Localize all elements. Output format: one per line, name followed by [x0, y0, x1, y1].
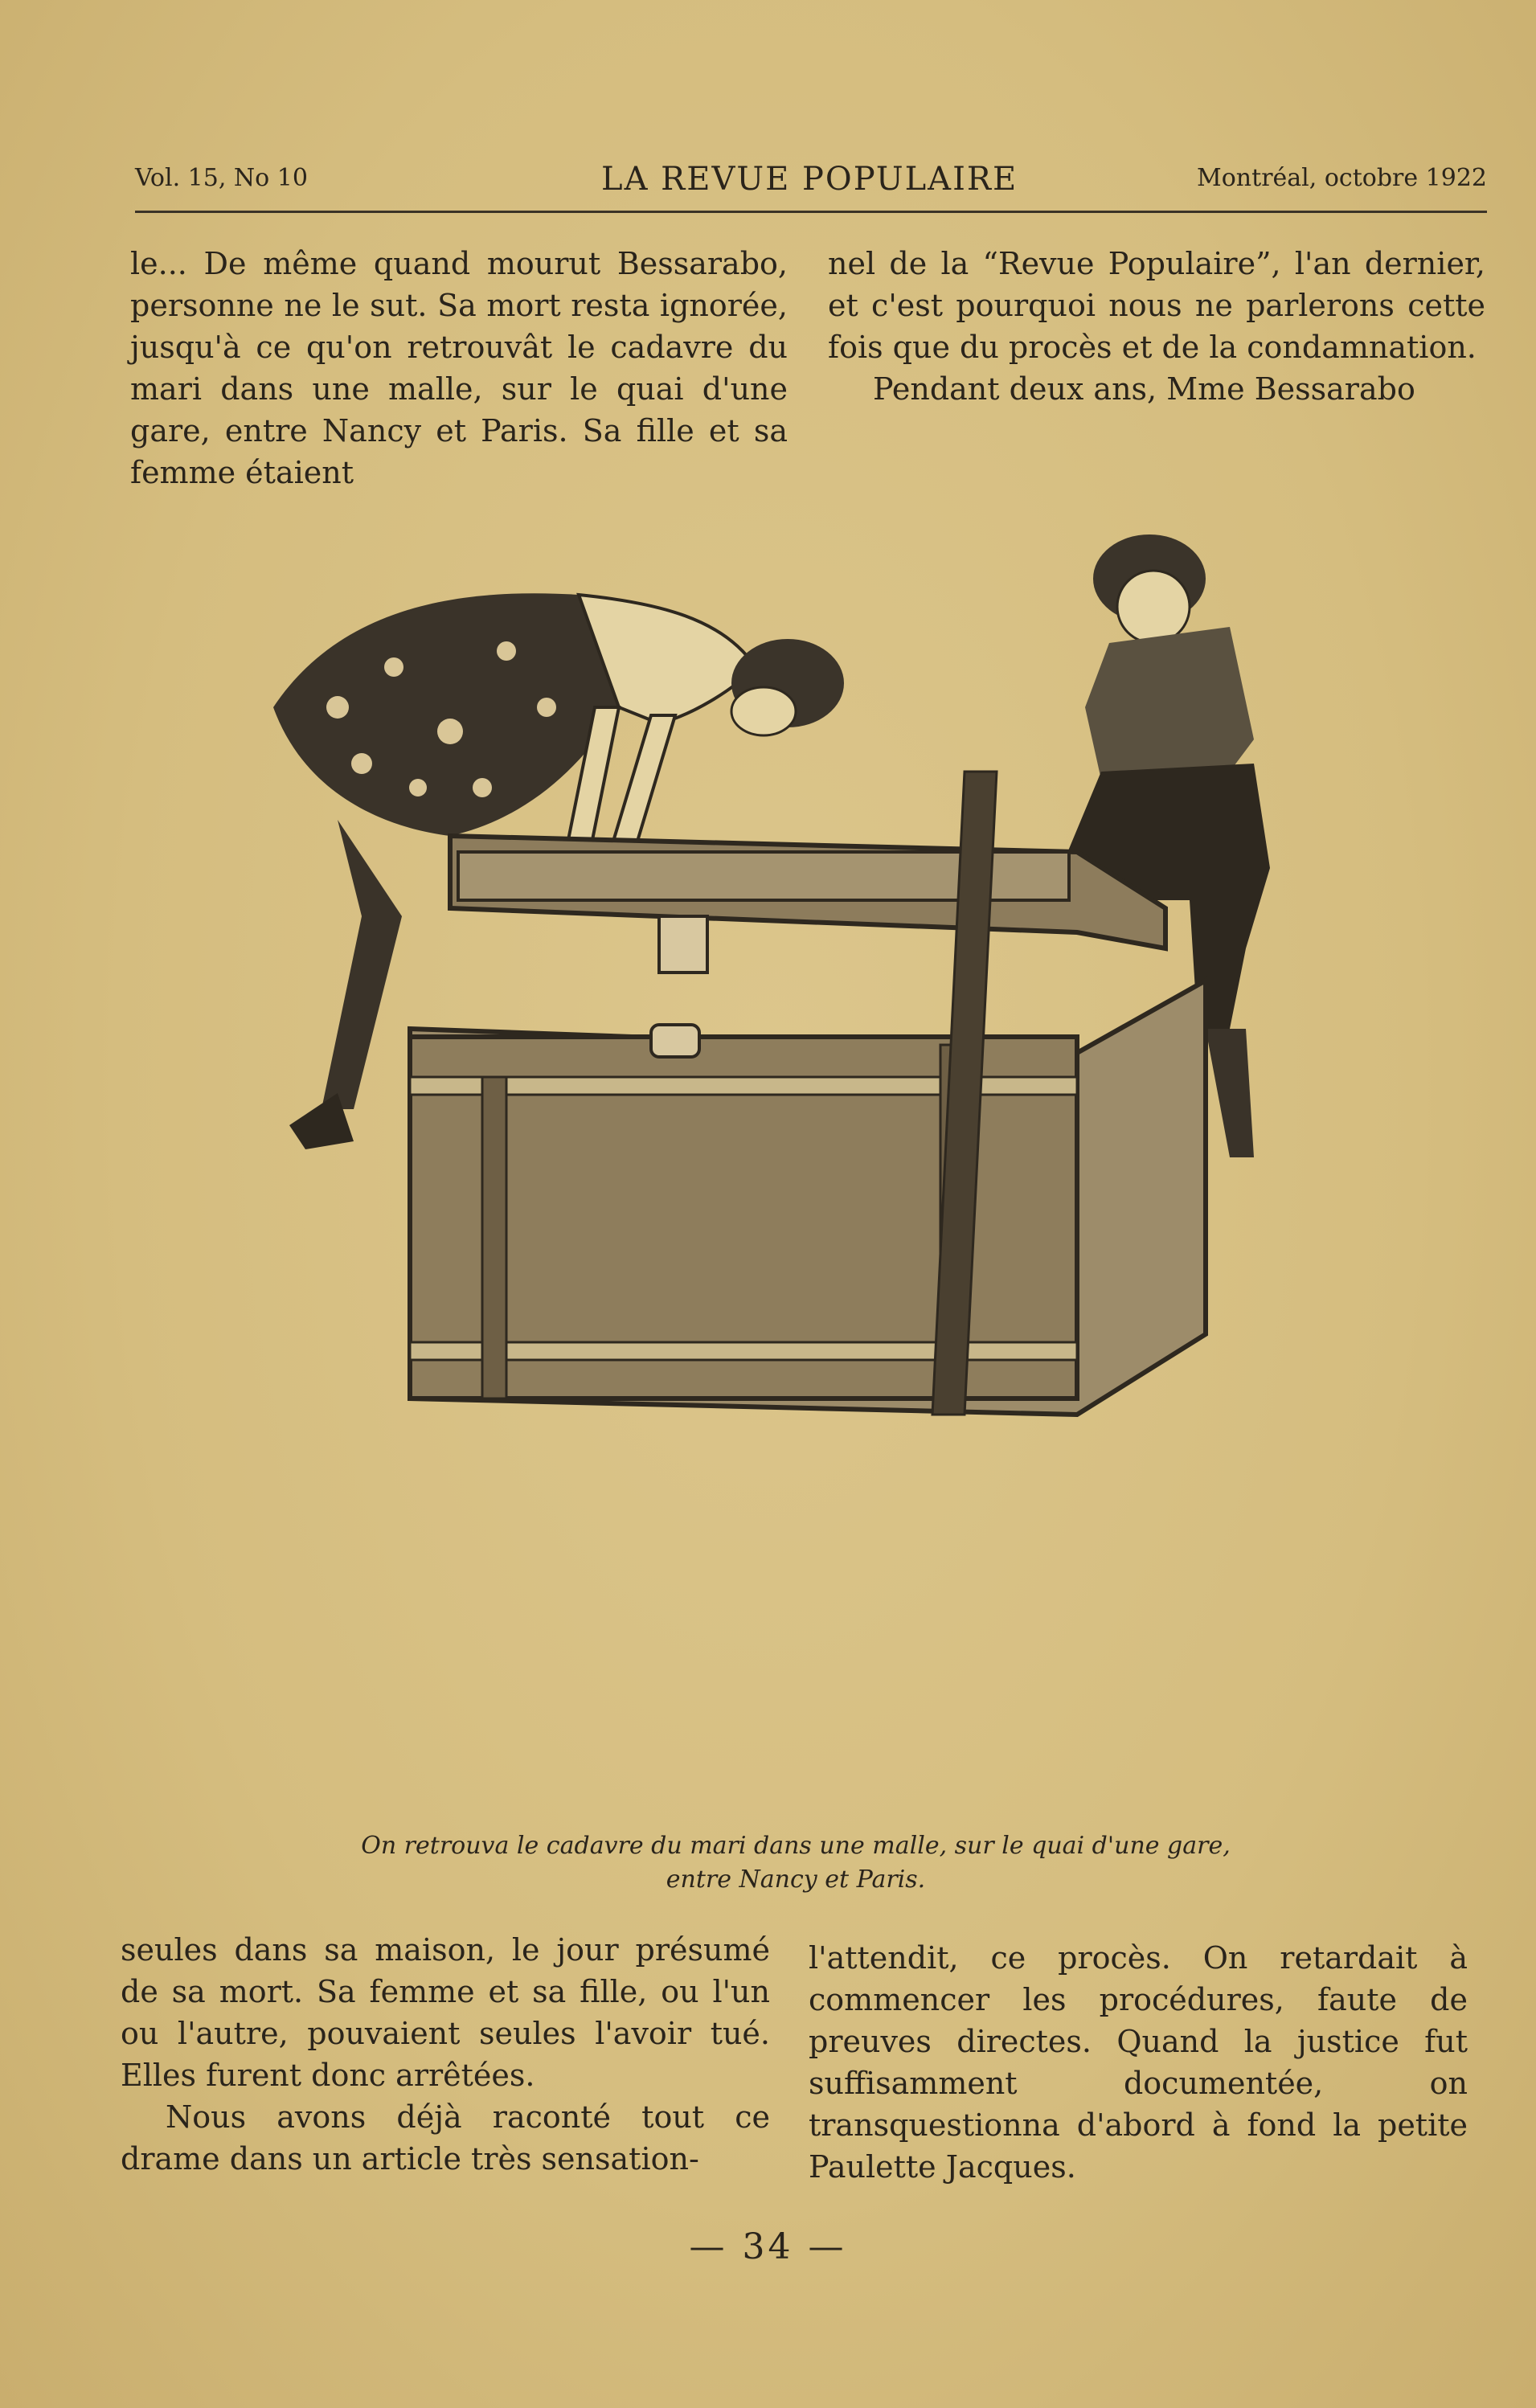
volume-number: Vol. 15, No 10	[135, 164, 308, 192]
page-number: — 34 —	[689, 2226, 847, 2267]
paragraph: l'attendit, ce procès. On retardait à commencer les procédures, faute de preuves directes. Quand la justice fut suffisamment documentée, on transquestionna d'abord à fond la petite Paulette Jacques.	[809, 1940, 1468, 2185]
top-right-column	[828, 243, 1485, 410]
place-date: Montréal, octobre 1922	[1197, 164, 1487, 192]
paragraph: le... De même quand mourut Bessarabo, personne ne le sut. Sa mort resta ignorée, jusqu'à ce qu'on retrouvât le cadavre du mari dans une malle, sur le quai d'une gare, entre Nancy et Paris. Sa fille et sa femme étaient	[130, 246, 788, 490]
magazine-title: LA REVUE POPULAIRE	[601, 161, 1018, 198]
illustration-caption: On retrouva le cadavre du mari dans une malle, sur le quai d'une gare, entre Nancy et Paris.	[361, 1832, 1231, 1894]
paragraph: Pendant deux ans, Mme Bessarabo	[873, 371, 1415, 407]
top-left-column	[130, 243, 788, 493]
header-rule	[135, 211, 1487, 213]
paragraph: seules dans sa maison, le jour présumé de sa mort. Sa femme et sa fille, ou l'un ou l'autre, pouvaient seules l'avoir tué. Elles furent donc arrêtées.	[121, 1932, 770, 2093]
trunk-illustration	[241, 530, 1366, 1816]
paragraph: Nous avons déjà raconté tout ce drame dans un article très sensation-	[121, 2099, 770, 2177]
paragraph: nel de la “Revue Populaire”, l'an dernier, et c'est pourquoi nous ne parlerons cette fois que du procès et de la condamnation.	[828, 246, 1485, 365]
bottom-left-column	[121, 1929, 770, 2180]
running-header	[135, 158, 1487, 206]
bottom-right-column	[809, 1937, 1468, 2188]
